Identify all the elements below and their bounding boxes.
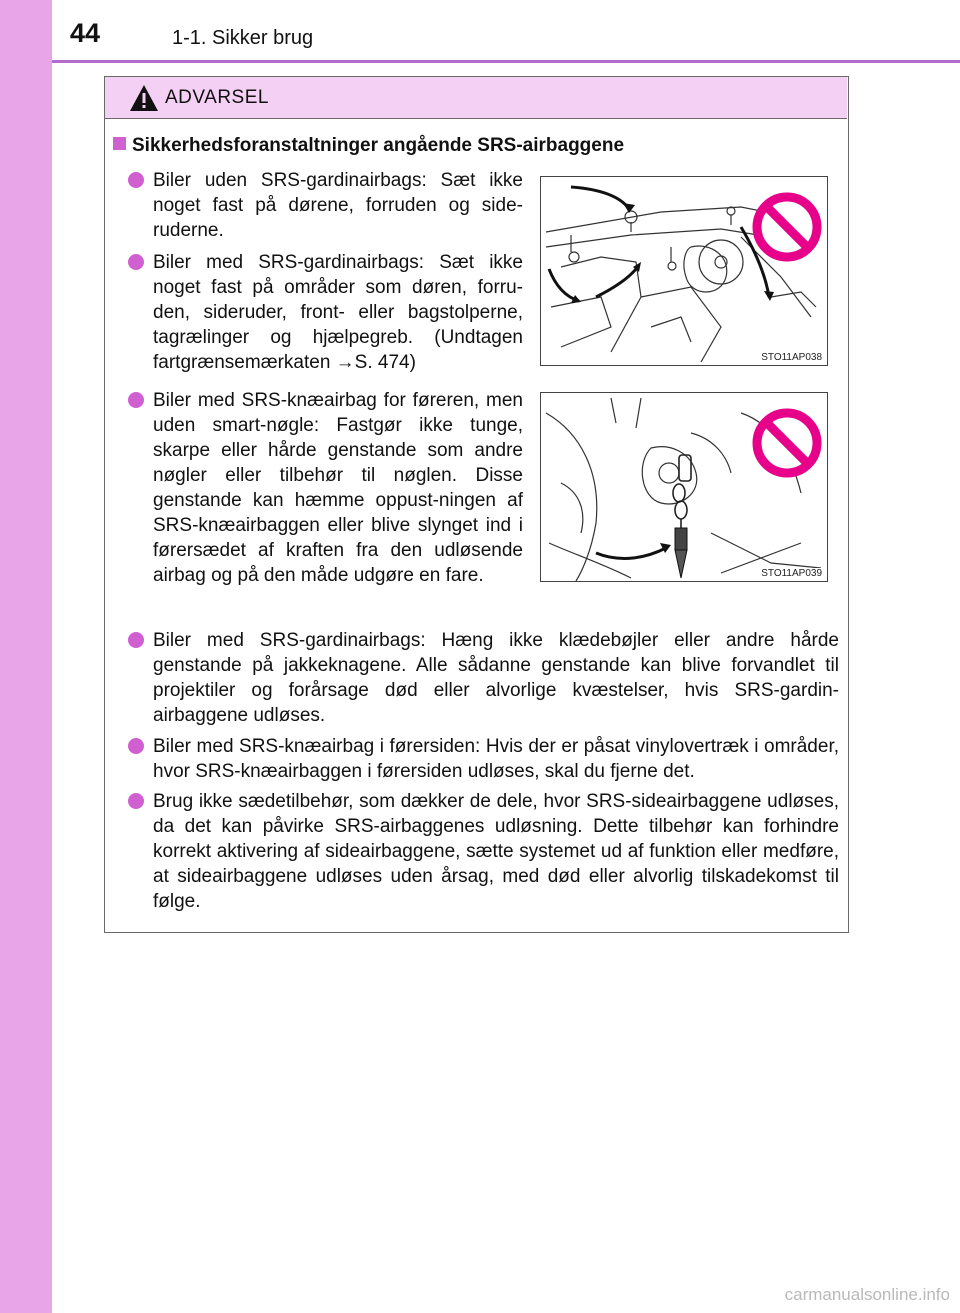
warning-header	[105, 77, 847, 119]
warning-box	[104, 76, 849, 933]
figure-caption: STO11AP038	[761, 352, 822, 363]
watermark: carmanualsonline.info	[784, 1285, 950, 1304]
bullet-dot-icon	[128, 632, 144, 648]
warning-label: ADVARSEL	[165, 87, 269, 108]
key-accessory-illustration	[540, 392, 828, 582]
warning-triangle-icon	[129, 84, 159, 112]
square-bullet-icon	[113, 137, 126, 150]
interior-line-drawing	[541, 177, 828, 366]
bullet-dot-icon	[128, 254, 144, 270]
prohibited-icon	[757, 197, 817, 257]
bullet-dot-icon	[128, 793, 144, 809]
header-divider	[52, 60, 960, 63]
warning-bullet: Biler uden SRS-gardinairbags: Sæt ikke noget fast på dørene, forruden og side-ruderne.	[127, 168, 523, 243]
prohibited-icon	[757, 413, 817, 473]
bullet-dot-icon	[128, 738, 144, 754]
warning-subheading: Sikkerhedsforanstaltninger angående SRS-airbaggene	[113, 135, 624, 157]
figure-caption: STO11AP039	[761, 568, 822, 579]
section-title: 1-1. Sikker brug	[172, 27, 314, 49]
warning-bullet: Biler med SRS-gardinairbags: Sæt ikke noget fast på områder som døren, forru-den, sideruder, front- eller bagstolperne, tagrælinger og hjælpegreb. (Undtagen fartgrænsemærkaten →S. 474)	[127, 250, 523, 375]
bullet-dot-icon	[128, 172, 144, 188]
warning-bullet: Biler med SRS-knæairbag i førersiden: Hvis der er påsat vinylovertræk i områder, hvor SRS-knæairbaggen i førersiden udløses, skal du fjerne det.	[127, 734, 839, 784]
warning-bullet: Biler med SRS-knæairbag for føreren, men uden smart-nøgle: Fastgør ikke tunge, skarpe eller hårde genstande som andre nøgler eller tilbehør til nøglen. Disse genstande kan hæmme oppust-ningen af SRS-knæairbaggen eller blive slynget ind i førersædet af kraften fra den udløsende airbag og på den måde udgøre en fare.	[127, 388, 523, 588]
car-interior-illustration	[540, 176, 828, 366]
warning-bullet: Brug ikke sædetilbehør, som dækker de dele, hvor SRS-sideairbaggene udløses, da det kan påvirke SRS-airbaggenes udløsning. Dette tilbehør kan forhindre korrekt aktivering af sideairbaggene, sætte systemet ud af funktion eller medføre, at sideairbaggene udløses uden årsag, med død eller alvorlig tilskadekomst til følge.	[127, 789, 839, 914]
key-line-drawing	[541, 393, 828, 582]
warning-bullet: Biler med SRS-gardinairbags: Hæng ikke klædebøjler eller andre hårde genstande på jakkeknagene. Alle sådanne genstande kan blive forvandlet til projektiler og forårsage død eller alvorlige kvæstelser, hvis SRS-gardin-airbaggene udløses.	[127, 628, 839, 728]
page-number: 44	[70, 18, 101, 48]
chapter-side-strip	[0, 0, 52, 1313]
bullet-dot-icon	[128, 392, 144, 408]
